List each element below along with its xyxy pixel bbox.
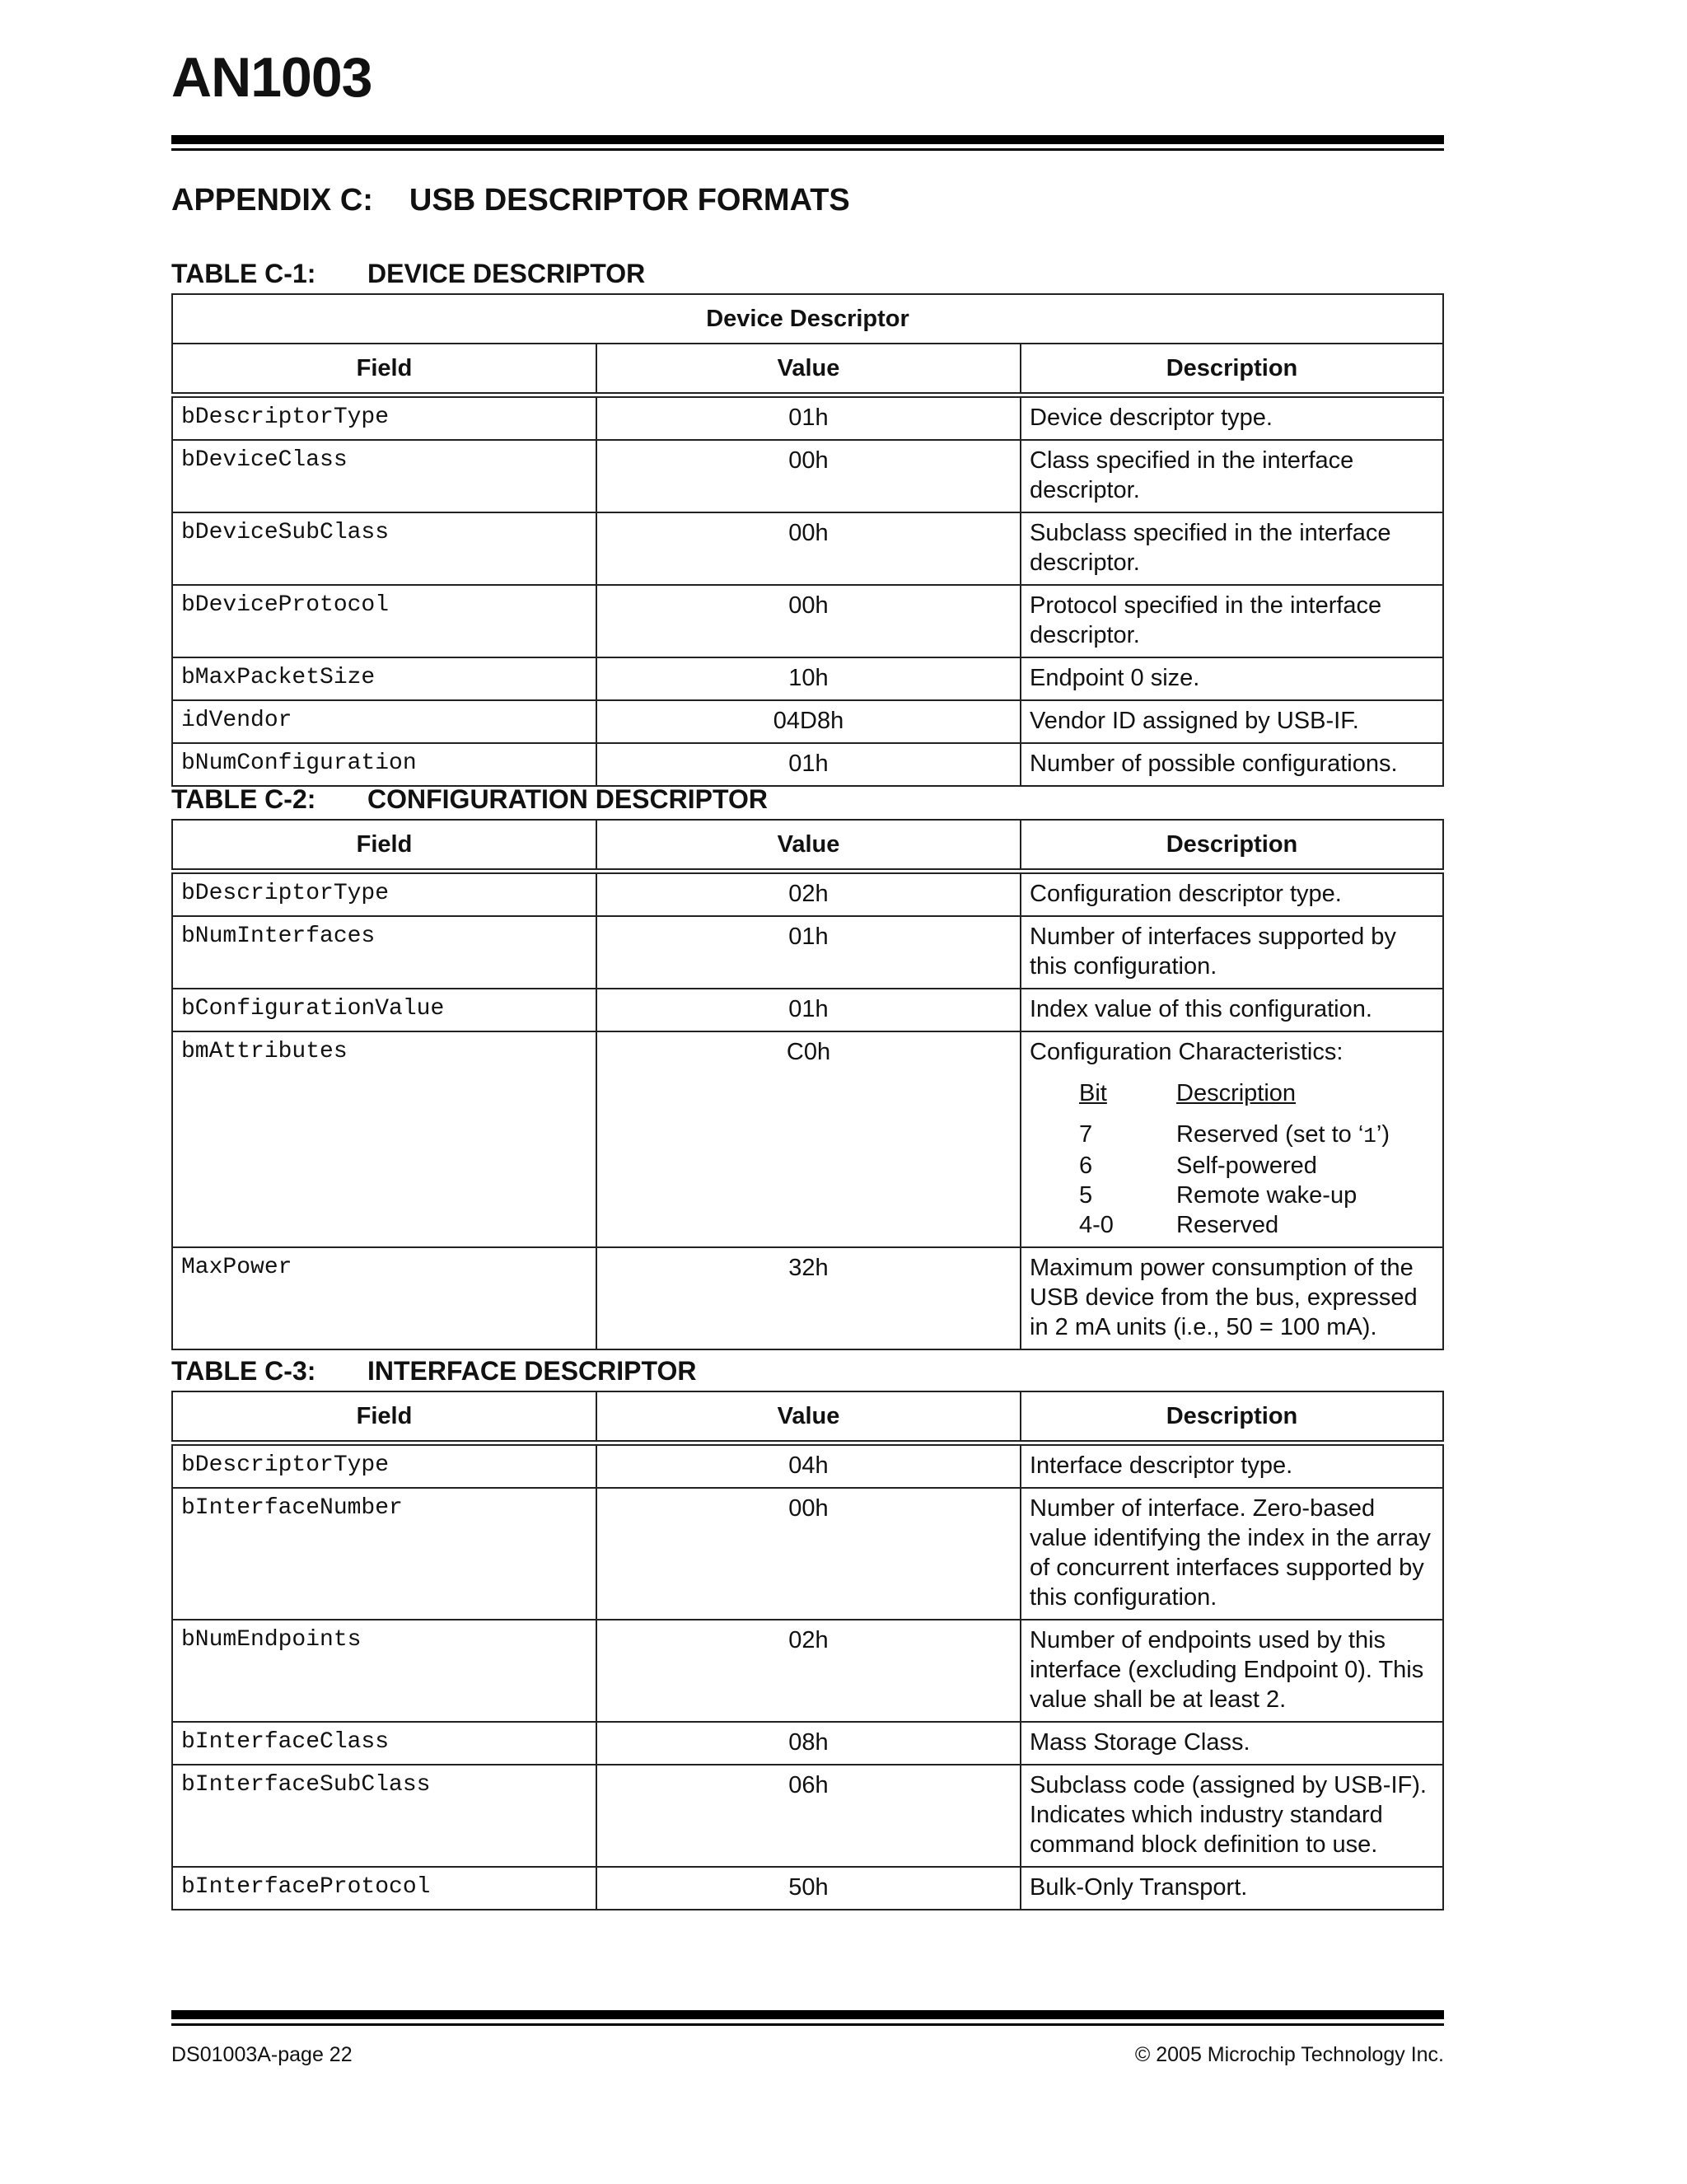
column-header-description: Description bbox=[1021, 820, 1443, 872]
bit-description-text: Reserved (set to ‘ bbox=[1176, 1121, 1364, 1148]
table1-body bbox=[172, 395, 1443, 787]
copyright-notice: © 2005 Microchip Technology Inc. bbox=[1134, 2043, 1444, 2066]
field-description: Device descriptor type. bbox=[1021, 395, 1443, 441]
configuration-descriptor-table bbox=[171, 819, 1444, 1350]
field-value: 10h bbox=[596, 657, 1021, 700]
bit-description: Reserved bbox=[1176, 1212, 1279, 1238]
table-row bbox=[172, 395, 1443, 441]
bit-description-header: Description bbox=[1176, 1080, 1297, 1106]
column-header-field: Field bbox=[172, 1391, 596, 1443]
field-value: 01h bbox=[596, 916, 1021, 989]
field-description: Endpoint 0 size. bbox=[1021, 657, 1443, 700]
field-description: Subclass code (assigned by USB-IF). Indicates which industry standard command block definition to use. bbox=[1021, 1765, 1443, 1867]
table2-caption bbox=[171, 784, 768, 815]
field-description: Number of interfaces supported by this configuration. bbox=[1021, 916, 1443, 989]
field-name: idVendor bbox=[172, 700, 596, 743]
field-description: Protocol specified in the interface descriptor. bbox=[1021, 585, 1443, 657]
table-row bbox=[172, 1867, 1443, 1910]
bit-number: 6 bbox=[1079, 1153, 1093, 1179]
field-value: 06h bbox=[596, 1765, 1021, 1867]
table1-title: DEVICE DESCRIPTOR bbox=[367, 259, 646, 288]
table2-number: TABLE C-2: bbox=[171, 784, 316, 814]
table-row bbox=[172, 657, 1443, 700]
field-description: Number of endpoints used by this interface (excluding Endpoint 0). This value shall be at least 2. bbox=[1021, 1620, 1443, 1722]
table-row bbox=[172, 743, 1443, 786]
field-name: bInterfaceProtocol bbox=[172, 1867, 596, 1910]
field-description: Mass Storage Class. bbox=[1021, 1722, 1443, 1765]
bit-number: 7 bbox=[1079, 1121, 1093, 1148]
bit-row bbox=[1079, 1151, 1434, 1181]
field-name: bNumInterfaces bbox=[172, 916, 596, 989]
field-description: Vendor ID assigned by USB-IF. bbox=[1021, 700, 1443, 743]
field-value: 02h bbox=[596, 1620, 1021, 1722]
bit-description-code: 1 bbox=[1363, 1124, 1376, 1148]
field-value: 01h bbox=[596, 989, 1021, 1031]
field-description: Index value of this configuration. bbox=[1021, 989, 1443, 1031]
table3-caption bbox=[171, 1356, 696, 1387]
bit-list-header bbox=[1079, 1078, 1434, 1108]
table-row bbox=[172, 1620, 1443, 1722]
bit-row bbox=[1079, 1210, 1434, 1240]
table2-tail bbox=[172, 1031, 1443, 1349]
device-descriptor-table bbox=[171, 293, 1444, 787]
table1-caption bbox=[171, 259, 645, 289]
table-row bbox=[172, 1031, 1443, 1247]
column-header-description: Description bbox=[1021, 344, 1443, 395]
field-value: 01h bbox=[596, 395, 1021, 441]
field-name: bConfigurationValue bbox=[172, 989, 596, 1031]
field-name: bMaxPacketSize bbox=[172, 657, 596, 700]
column-header-value: Value bbox=[596, 1391, 1021, 1443]
bit-number: 5 bbox=[1079, 1182, 1093, 1209]
field-value: 08h bbox=[596, 1722, 1021, 1765]
field-name: bInterfaceClass bbox=[172, 1722, 596, 1765]
table3-number: TABLE C-3: bbox=[171, 1356, 316, 1386]
field-description: Number of possible configurations. bbox=[1021, 743, 1443, 786]
field-value: C0h bbox=[596, 1031, 1021, 1247]
table-row bbox=[172, 1722, 1443, 1765]
interface-descriptor-table bbox=[171, 1391, 1444, 1910]
field-name: bDeviceProtocol bbox=[172, 585, 596, 657]
field-description: Configuration Characteristics: bbox=[1030, 1039, 1344, 1065]
field-description: Maximum power consumption of the USB device from the bus, expressed in 2 mA units (i.e., 50 = 100 mA). bbox=[1021, 1247, 1443, 1349]
table-row bbox=[172, 1488, 1443, 1620]
bit-description bbox=[1176, 1120, 1390, 1151]
bit-description: Remote wake-up bbox=[1176, 1182, 1358, 1209]
table-row bbox=[172, 916, 1443, 989]
field-value: 04h bbox=[596, 1443, 1021, 1489]
table-row bbox=[172, 1247, 1443, 1349]
table-row bbox=[172, 585, 1443, 657]
field-value: 01h bbox=[596, 743, 1021, 786]
field-name: bmAttributes bbox=[172, 1031, 596, 1247]
field-name: bDescriptorType bbox=[172, 872, 596, 917]
table1-banner: Device Descriptor bbox=[172, 294, 1443, 344]
bit-row bbox=[1079, 1120, 1434, 1151]
bit-description-text: ’) bbox=[1376, 1121, 1390, 1148]
header-rule-thin bbox=[171, 148, 1444, 151]
bit-description: Self-powered bbox=[1176, 1153, 1317, 1179]
field-description-cell bbox=[1021, 1031, 1443, 1247]
bit-number: 4-0 bbox=[1079, 1212, 1114, 1238]
column-header-description: Description bbox=[1021, 1391, 1443, 1443]
table-row bbox=[172, 440, 1443, 512]
bit-column-header: Bit bbox=[1079, 1080, 1107, 1106]
document-id: AN1003 bbox=[171, 46, 372, 109]
footer-rule-thin bbox=[171, 2023, 1444, 2026]
field-name: bDescriptorType bbox=[172, 1443, 596, 1489]
field-value: 04D8h bbox=[596, 700, 1021, 743]
appendix-label: APPENDIX C: bbox=[171, 183, 373, 217]
field-name: bNumConfiguration bbox=[172, 743, 596, 786]
field-description: Class specified in the interface descriptor. bbox=[1021, 440, 1443, 512]
column-header-field: Field bbox=[172, 344, 596, 395]
field-name: bDeviceClass bbox=[172, 440, 596, 512]
field-description: Bulk-Only Transport. bbox=[1021, 1867, 1443, 1910]
column-header-value: Value bbox=[596, 344, 1021, 395]
field-name: bInterfaceSubClass bbox=[172, 1765, 596, 1867]
table3-body bbox=[172, 1443, 1443, 1910]
column-header-field: Field bbox=[172, 820, 596, 872]
table-row bbox=[172, 989, 1443, 1031]
field-description: Interface descriptor type. bbox=[1021, 1443, 1443, 1489]
table-row bbox=[172, 872, 1443, 917]
field-value: 50h bbox=[596, 1867, 1021, 1910]
field-name: MaxPower bbox=[172, 1247, 596, 1349]
field-name: bDescriptorType bbox=[172, 395, 596, 441]
field-value: 00h bbox=[596, 440, 1021, 512]
field-value: 00h bbox=[596, 512, 1021, 585]
field-value: 02h bbox=[596, 872, 1021, 917]
field-name: bNumEndpoints bbox=[172, 1620, 596, 1722]
table-row bbox=[172, 1765, 1443, 1867]
bit-list bbox=[1079, 1078, 1434, 1240]
header-rule-thick bbox=[171, 135, 1444, 144]
footer-rule-thick bbox=[171, 2010, 1444, 2019]
field-value: 00h bbox=[596, 585, 1021, 657]
table-row bbox=[172, 700, 1443, 743]
field-description: Configuration descriptor type. bbox=[1021, 872, 1443, 917]
column-header-value: Value bbox=[596, 820, 1021, 872]
table3-title: INTERFACE DESCRIPTOR bbox=[367, 1356, 697, 1386]
table2-body bbox=[172, 872, 1443, 1032]
bit-row bbox=[1079, 1181, 1434, 1210]
field-value: 32h bbox=[596, 1247, 1021, 1349]
field-value: 00h bbox=[596, 1488, 1021, 1620]
field-name: bInterfaceNumber bbox=[172, 1488, 596, 1620]
page-number: DS01003A-page 22 bbox=[171, 2043, 353, 2066]
table-row bbox=[172, 512, 1443, 585]
field-description: Subclass specified in the interface descriptor. bbox=[1021, 512, 1443, 585]
appendix-heading bbox=[171, 183, 850, 218]
table1-number: TABLE C-1: bbox=[171, 259, 316, 288]
field-name: bDeviceSubClass bbox=[172, 512, 596, 585]
field-description: Number of interface. Zero-based value identifying the index in the array of concurrent interfaces supported by this configuration. bbox=[1021, 1488, 1443, 1620]
appendix-title: USB DESCRIPTOR FORMATS bbox=[409, 183, 850, 217]
table2-title: CONFIGURATION DESCRIPTOR bbox=[367, 784, 768, 814]
table-row bbox=[172, 1443, 1443, 1489]
